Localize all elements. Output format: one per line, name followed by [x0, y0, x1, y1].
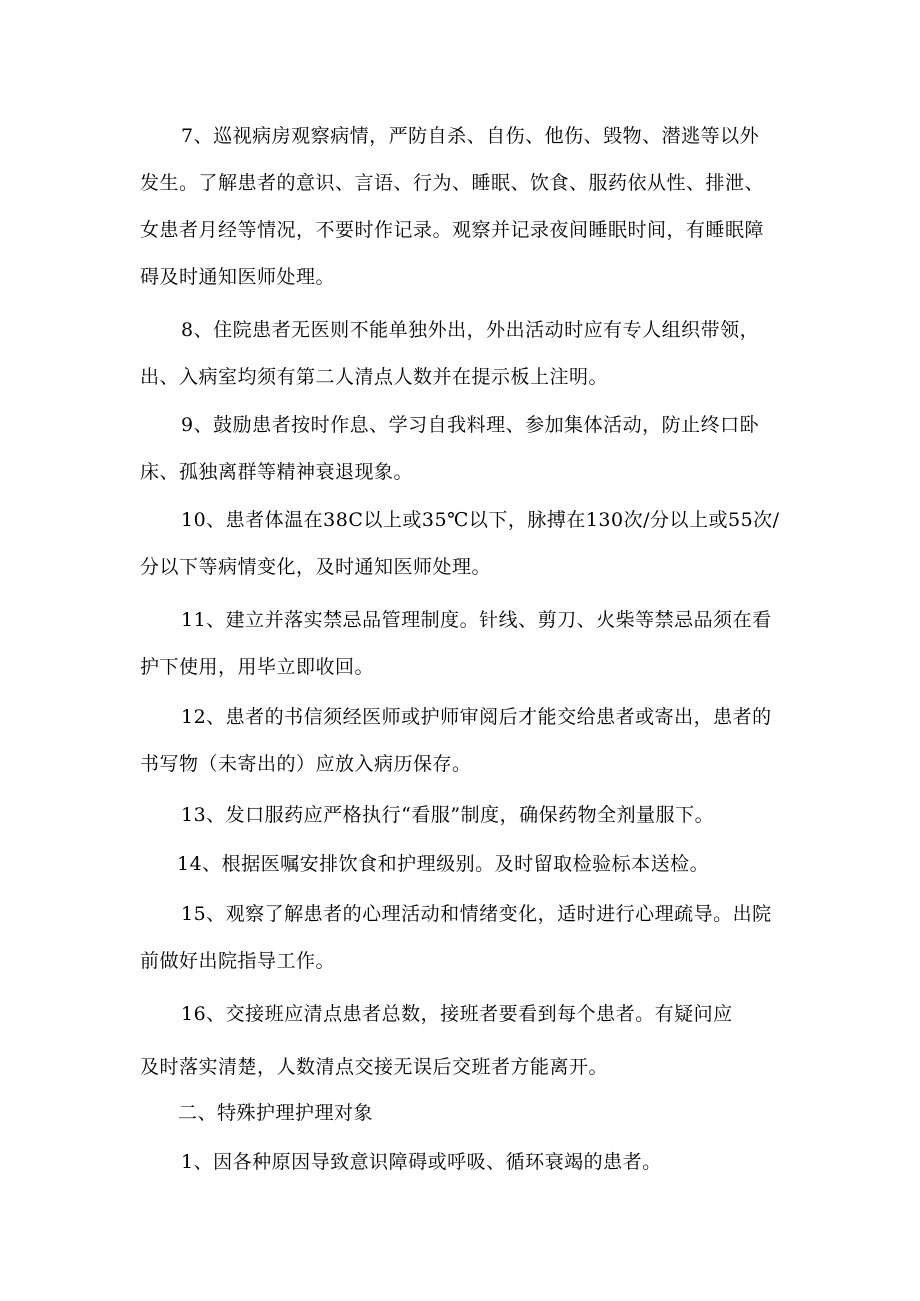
- text-line: 床、孤独离群等精神衰退现象。: [140, 461, 414, 483]
- rule-item-10: [140, 497, 790, 591]
- text-line: 15、观察了解患者的心理活动和情绪变化，适时进行心理疏导。出院: [181, 903, 772, 925]
- section-heading: 二、特殊护理护理对象: [178, 1102, 374, 1124]
- text-line: 发生。了解患者的意识、言语、行为、睡眠、饮食、服药依从性、排泄、: [140, 172, 765, 194]
- text-line: 11、建立并落实禁忌品管理制度。针线、剪刀、火柴等禁忌品须在看: [181, 609, 772, 631]
- text-line: 护下使用，用毕立即收回。: [140, 656, 375, 678]
- rule-item-8: [140, 307, 790, 401]
- text-line: 女患者月经等情况，不要时作记录。观察并记录夜间睡眠时间，有睡眠障: [140, 219, 765, 241]
- text-line: 碍及时通知医师处理。: [140, 266, 336, 288]
- section-item-1: [140, 1139, 790, 1186]
- text-line: 及时落实清楚，人数清点交接无误后交班者方能离开。: [140, 1056, 609, 1078]
- text-line: 10、患者体温在38C以上或35℃以下，脉搏在130次/分以上或55次/: [181, 509, 780, 531]
- text-line: 书写物（未寄出的）应放入病历保存。: [140, 753, 472, 775]
- rule-item-12: [140, 694, 790, 788]
- text-line: 9、鼓励患者按时作息、学习自我料理、参加集体活动，防止终口卧: [181, 414, 760, 436]
- rule-item-11: [140, 597, 790, 691]
- text-line: 12、患者的书信须经医师或护师审阅后才能交给患者或寄出，患者的: [181, 706, 772, 728]
- text-line: 16、交接班应清点患者总数，接班者要看到每个患者。有疑问应: [181, 1003, 733, 1025]
- text-line: 13、发口服药应严格执行“看服”制度，确保药物全剂量服下。: [181, 804, 715, 826]
- rule-item-9: [140, 402, 790, 496]
- text-line: 分以下等病情变化，及时通知医师处理。: [140, 556, 492, 578]
- text-line: 前做好出院指导工作。: [140, 950, 336, 972]
- rule-item-13: [140, 792, 790, 839]
- rule-item-7: [140, 113, 790, 301]
- rule-item-15: [140, 891, 790, 985]
- text-line: 1、因各种原因导致意识障碍或呼吸、循环衰竭的患者。: [181, 1151, 662, 1173]
- rule-item-14: [140, 841, 790, 888]
- text-line: 14、根据医嘱安排饮食和护理级别。及时留取检验标本送检。: [177, 853, 710, 875]
- text-line: 8、住院患者无医则不能单独外出，外出活动时应有专人组织带领，: [181, 319, 760, 341]
- text-line: 7、巡视病房观察病情，严防自杀、自伤、他伤、毁物、潜逃等以外: [181, 125, 760, 147]
- text-line: 出、入病室均须有第二人清点人数并在提示板上注明。: [140, 366, 609, 388]
- rule-item-16: [140, 991, 790, 1091]
